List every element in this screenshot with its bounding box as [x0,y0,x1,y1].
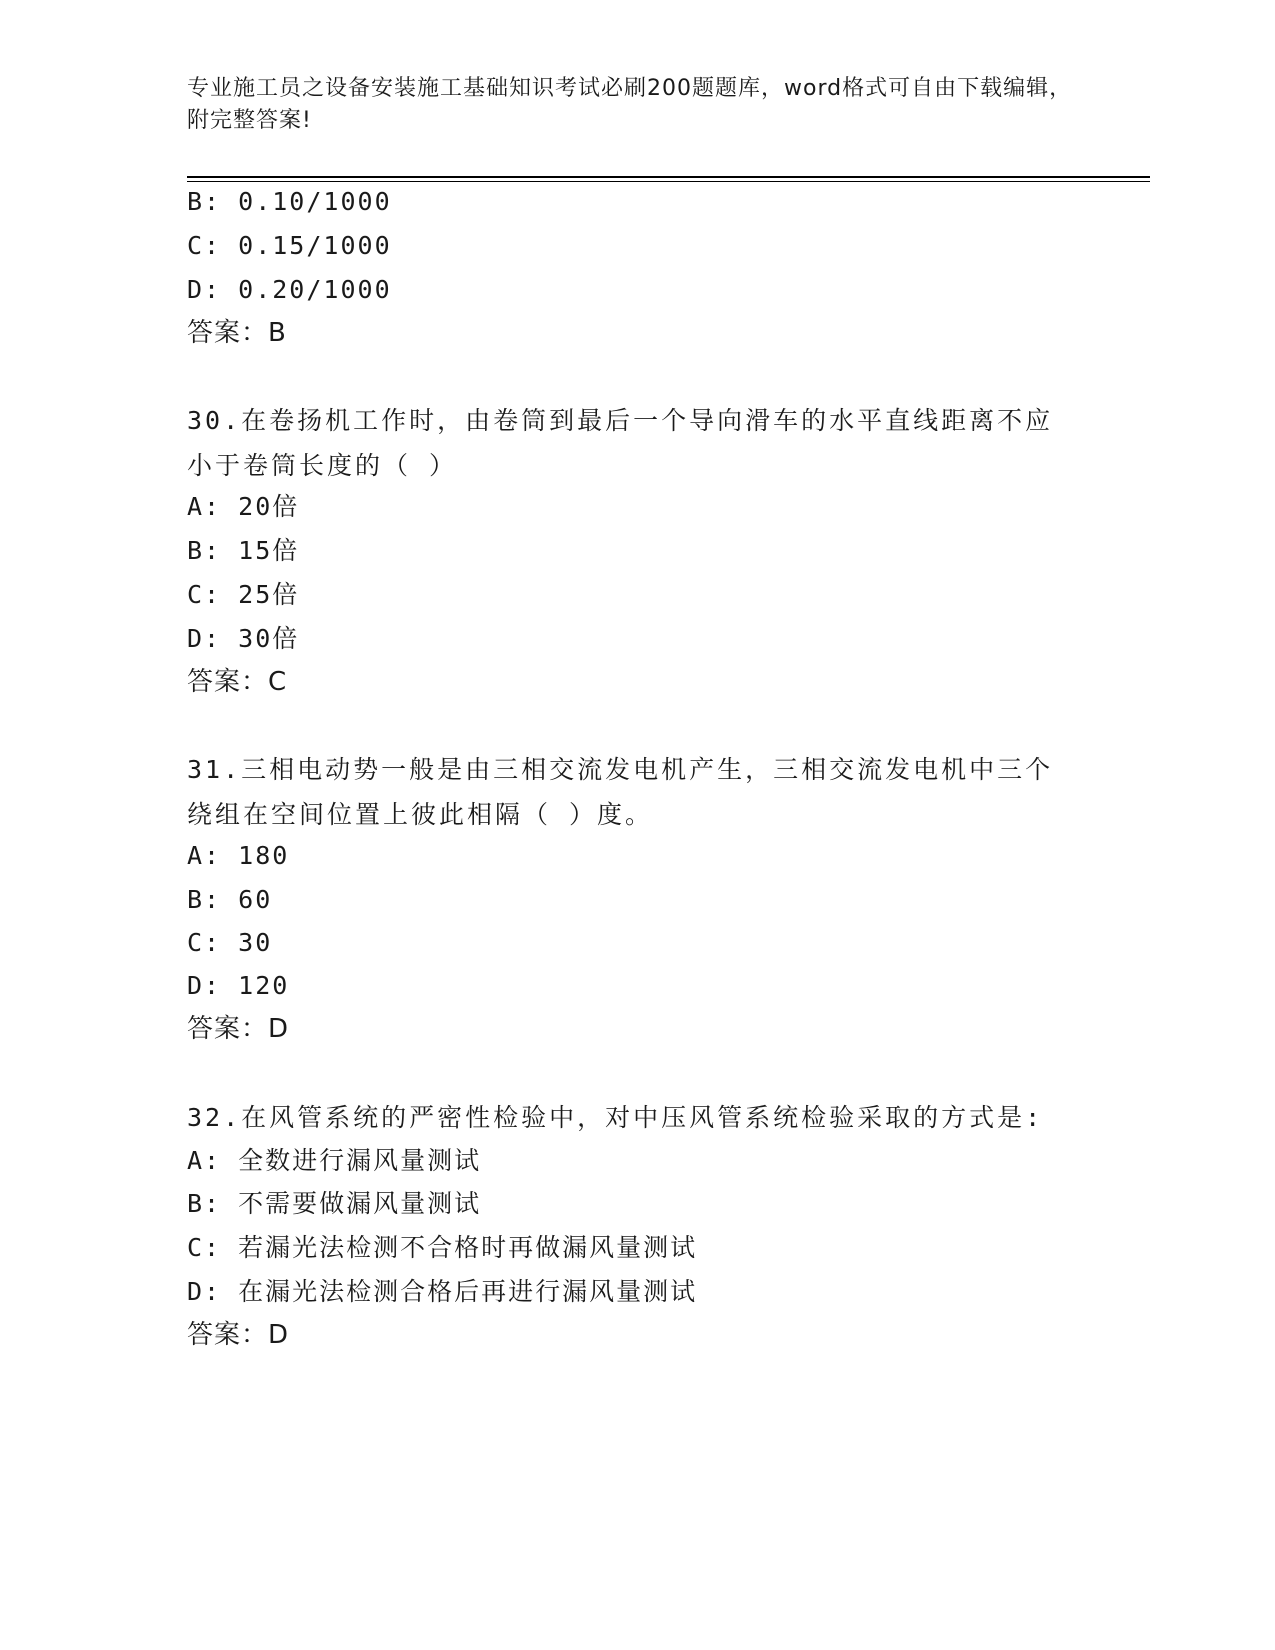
option-d: D: 30倍 [187,624,300,653]
question-30-text: 30.在卷扬机工作时，由卷筒到最后一个导向滑车的水平直线距离不应小于卷筒长度的（ ） [187,406,1054,480]
answer: 答案：D [187,1320,290,1350]
option-d: D: 120 [187,971,290,1000]
answer: 答案：B [187,318,287,348]
option-b: B: 0.10/1000 [187,187,392,216]
option-c: C: 25倍 [187,580,300,609]
header-divider-thin [187,181,1150,182]
question-31-text: 31.三相电动势一般是由三相交流发电机产生，三相交流发电机中三个绕组在空间位置上彼此相隔（ ）度。 [187,755,1054,829]
option-d: D: 0.20/1000 [187,275,392,304]
option-c: C: 若漏光法检测不合格时再做漏风量测试 [187,1233,698,1262]
option-d: D: 在漏光法检测合格后再进行漏风量测试 [187,1277,698,1306]
option-a: A: 全数进行漏风量测试 [187,1146,482,1175]
answer: 答案：C [187,667,288,697]
option-b: B: 不需要做漏风量测试 [187,1189,482,1218]
option-c: C: 0.15/1000 [187,231,392,260]
document-header: 专业施工员之设备安装施工基础知识考试必刷200题题库，word格式可自由下载编辑，附完整答案! [187,76,1073,133]
option-b: B: 60 [187,885,273,914]
option-a: A: 180 [187,841,290,870]
answer: 答案：D [187,1014,290,1044]
question-32-text: 32.在风管系统的严密性检验中，对中压风管系统检验采取的方式是: [187,1103,1044,1132]
header-divider [187,176,1150,178]
option-a: A: 20倍 [187,492,300,521]
option-c: C: 30 [187,928,273,957]
option-b: B: 15倍 [187,536,300,565]
